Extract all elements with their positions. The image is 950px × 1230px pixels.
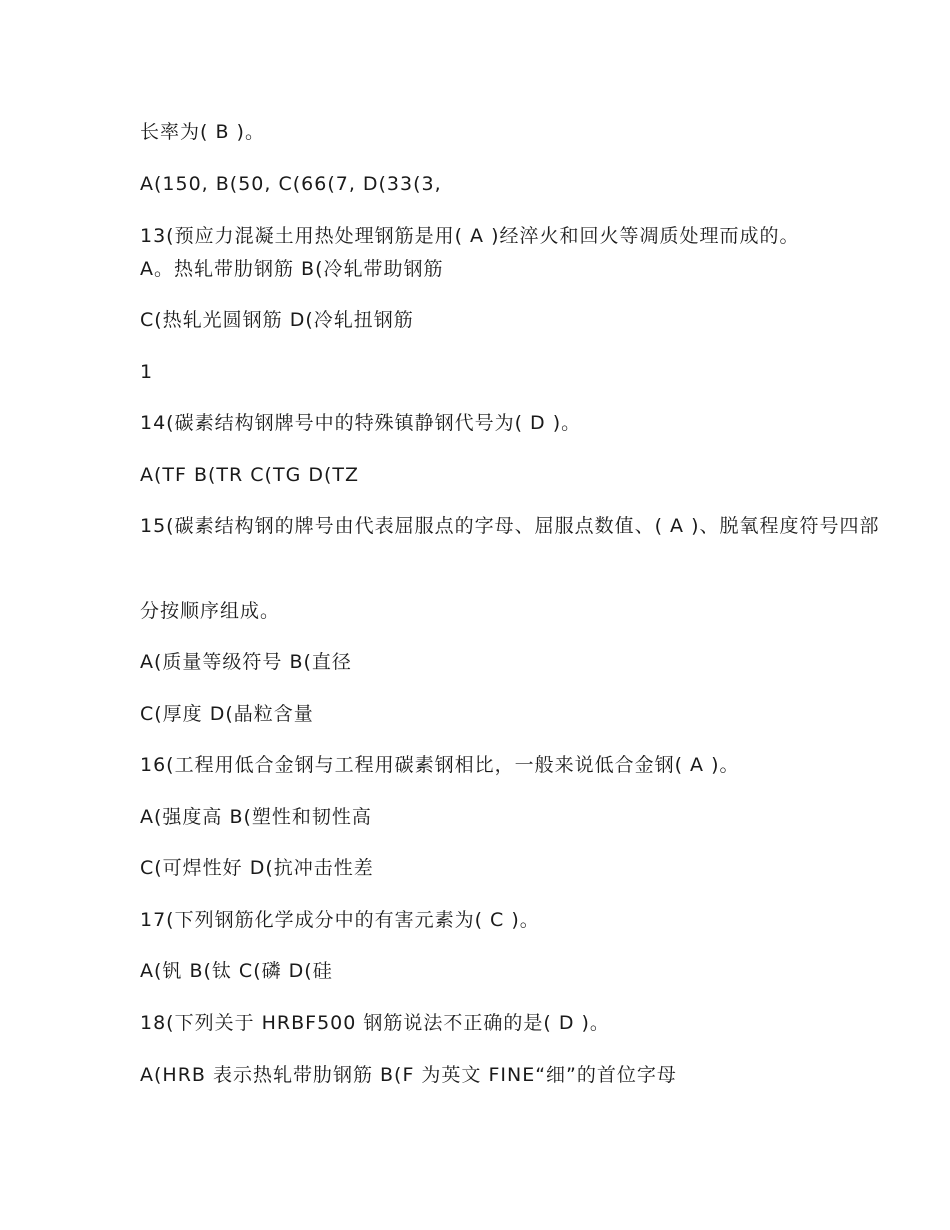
text-line-9: 分按顺序组成。 [140,600,281,622]
question-13: 13(预应力混凝土用热处理钢筋是用( A )经淬火和回火等凋质处理而成的。 A。热轧带肋钢筋 B(冷轧带助钢筋 [140,225,800,280]
text-line-10: A(质量等级符号 B(直径 [140,651,352,673]
text-line-18: A(HRB 表示热轧带肋钢筋 B(F 为英文 FINE“细”的首位字母 [140,1064,677,1086]
question-18: 18(下列关于 HRBF500 钢筋说法不正确的是( D )。 [140,1012,610,1034]
text-line-11: C(厚度 D(晶粒含量 [140,703,314,725]
question-14: 14(碳素结构钢牌号中的特殊镇静钢代号为( D )。 [140,412,582,434]
text-line-14: C(可焊性好 D(抗冲击性差 [140,857,374,879]
page-number: 1 [140,361,154,383]
text-line-1: 长率为( B )。 [140,121,265,143]
text-line-13: A(强度高 B(塑性和韧性高 [140,806,372,828]
text-line-4: C(热轧光圆钢筋 D(冷轧扭钢筋 [140,309,414,331]
text-line-7: A(TF B(TR C(TG D(TZ [140,464,359,486]
text-line-2: A(150, B(50, C(66(7, D(33(3, [140,173,442,195]
text-line-16: A(钒 B(钛 C(磷 D(硅 [140,960,333,982]
question-15: 15(碳素结构钢的牌号由代表屈服点的字母、屈服点数值、( A )、脱氧程度符号四部 [140,515,880,537]
question-16: 16(工程用低合金钢与工程用碳素钢相比，一般来说低合金钢( A )。 [140,754,740,776]
question-17: 17(下列钢筋化学成分中的有害元素为( C )。 [140,909,540,931]
